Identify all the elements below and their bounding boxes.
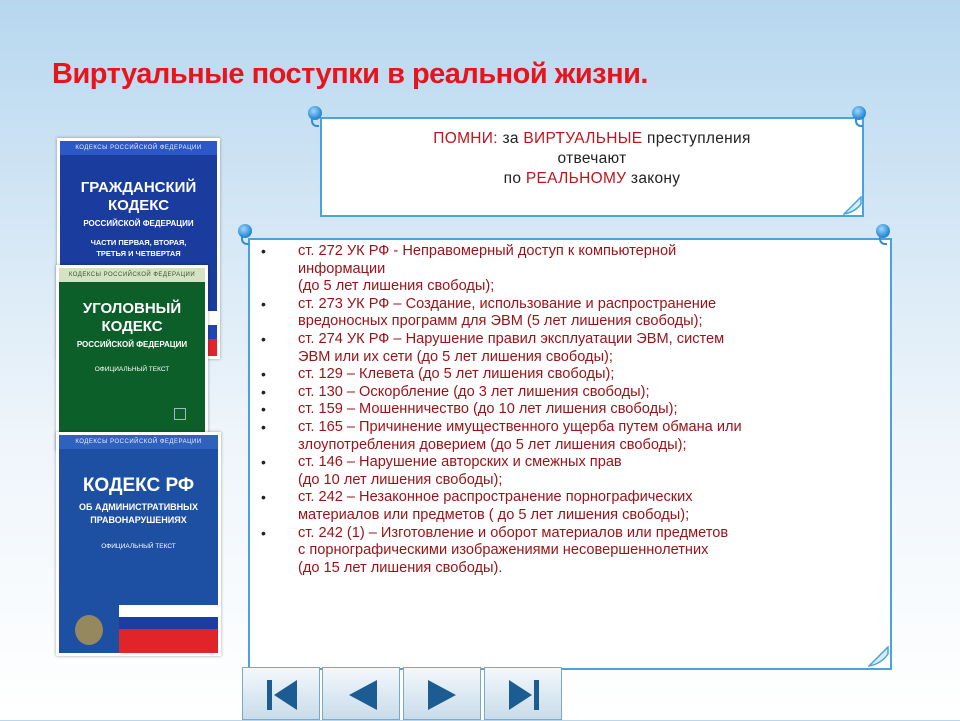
law-list-item [298,243,876,296]
law-line: • ст. 242 – Незаконное распространение порнографических [298,489,693,506]
law-line: (до 10 лет лишения свободы); [298,471,503,488]
law-line: с порнографическими изображениями несовершеннолетних [298,542,709,559]
law-list-item [298,401,876,419]
law-list-item [298,489,876,524]
law-list-item [298,454,876,489]
law-list-item [298,384,876,402]
page-curl-icon [843,196,863,216]
law-line: • ст. 129 – Клевета (до 5 лет лишения свободы); [298,366,615,383]
law-line: • ст. 130 – Оскорбление (до 3 лет лишения свободы); [298,383,650,400]
law-line: • ст. 273 УК РФ – Создание, использование и распространение [298,295,717,312]
pin-icon [238,224,252,238]
arrow-right-icon [404,668,482,721]
laws-list [250,243,876,577]
book-title-line: КОДЕКС [107,197,170,214]
book-parts: ОФИЦИАЛЬНЫЙ ТЕКСТ [94,366,170,373]
law-line: вредоносных программ для ЭВМ (5 лет лишения свободы); [298,313,703,330]
book-header: КОДЕКСЫ РОССИЙСКОЙ ФЕДЕРАЦИИ [60,141,217,155]
emblem-icon [75,615,103,645]
criminal-code-book-image [56,265,208,451]
first-slide-button[interactable] [242,667,320,720]
law-list-item [298,525,876,578]
law-line: ЭВМ или их сети (до 5 лет лишения свободы); [298,348,613,365]
law-list-item [298,419,876,454]
law-list-item [298,366,876,384]
laws-list-panel [248,238,892,670]
law-list-item [298,331,876,366]
memo-text: по [503,170,522,187]
law-line: • ст. 274 УК РФ – Нарушение правил эксплуатации ЭВМ, систем [298,330,725,347]
previous-slide-button[interactable] [322,667,400,720]
virtual-highlight: ВИРТУАЛЬНЫЕ [523,130,643,147]
admin-code-book-image [56,432,221,656]
arrow-left-icon [323,668,401,721]
book-title-line: КОДЕКС [101,318,163,335]
pin-icon [852,106,866,120]
book-title-line: ГРАЖДАНСКИЙ [80,179,197,196]
memo-text: за [502,130,519,147]
law-line: (до 15 лет лишения свободы). [298,559,503,576]
law-line: • ст. 146 – Нарушение авторских и смежных прав [298,454,622,471]
book-header: КОДЕКСЫ РОССИЙСКОЙ ФЕДЕРАЦИИ [59,435,218,449]
pin-icon [876,224,890,238]
real-highlight: РЕАЛЬНОМУ [525,170,627,187]
law-line: • ст. 165 – Причинение имущественного ущерба путем обмана или [298,418,742,435]
book-subtitle: РОССИЙСКОЙ ФЕДЕРАЦИИ [76,340,188,349]
remember-note-panel [320,117,864,217]
page-curl-icon [868,646,890,668]
law-line: • ст. 272 УК РФ - Неправомерный доступ к компьютерной [298,243,677,259]
law-list-item [298,296,876,331]
book-header: КОДЕКСЫ РОССИЙСКОЙ ФЕДЕРАЦИИ [59,268,205,282]
skip-forward-icon [485,668,563,721]
next-slide-button[interactable] [403,667,481,720]
book-parts: ОФИЦИАЛЬНЫЙ ТЕКСТ [101,543,176,550]
last-slide-button[interactable] [484,667,562,720]
remember-label: ПОМНИ: [433,130,498,147]
law-line: • ст. 242 (1) – Изготовление и оборот материалов или предметов [298,524,729,541]
law-line: • ст. 159 – Мошенничество (до 10 лет лишения свободы); [298,401,678,418]
book-subtitle: ОБ АДМИНИСТРАТИВНЫХ ПРАВОНАРУШЕНИЯХ [79,502,198,525]
pin-icon [308,106,322,120]
book-title-line: УГОЛОВНЫЙ [82,300,182,317]
law-line: (до 5 лет лишения свободы); [298,278,495,295]
book-title-line: КОДЕКС РФ [82,475,195,496]
book-subtitle: РОССИЙСКОЙ ФЕДЕРАЦИИ [83,219,194,228]
memo-text: отвечают [557,150,627,167]
slide-title: Виртуальные поступки в реальной жизни. [52,58,648,90]
law-line: материалов или предметов ( до 5 лет лишения свободы); [298,506,690,523]
law-line: злоупотребления доверием (до 5 лет лишения свободы); [298,436,687,453]
memo-text: закону [630,170,681,187]
skip-back-icon [243,668,321,721]
memo-text: преступления [647,130,751,147]
law-line: информации [298,260,386,277]
book-parts: ЧАСТИ ПЕРВАЯ, ВТОРАЯ, ТРЕТЬЯ И ЧЕТВЕРТАЯ [90,238,187,258]
